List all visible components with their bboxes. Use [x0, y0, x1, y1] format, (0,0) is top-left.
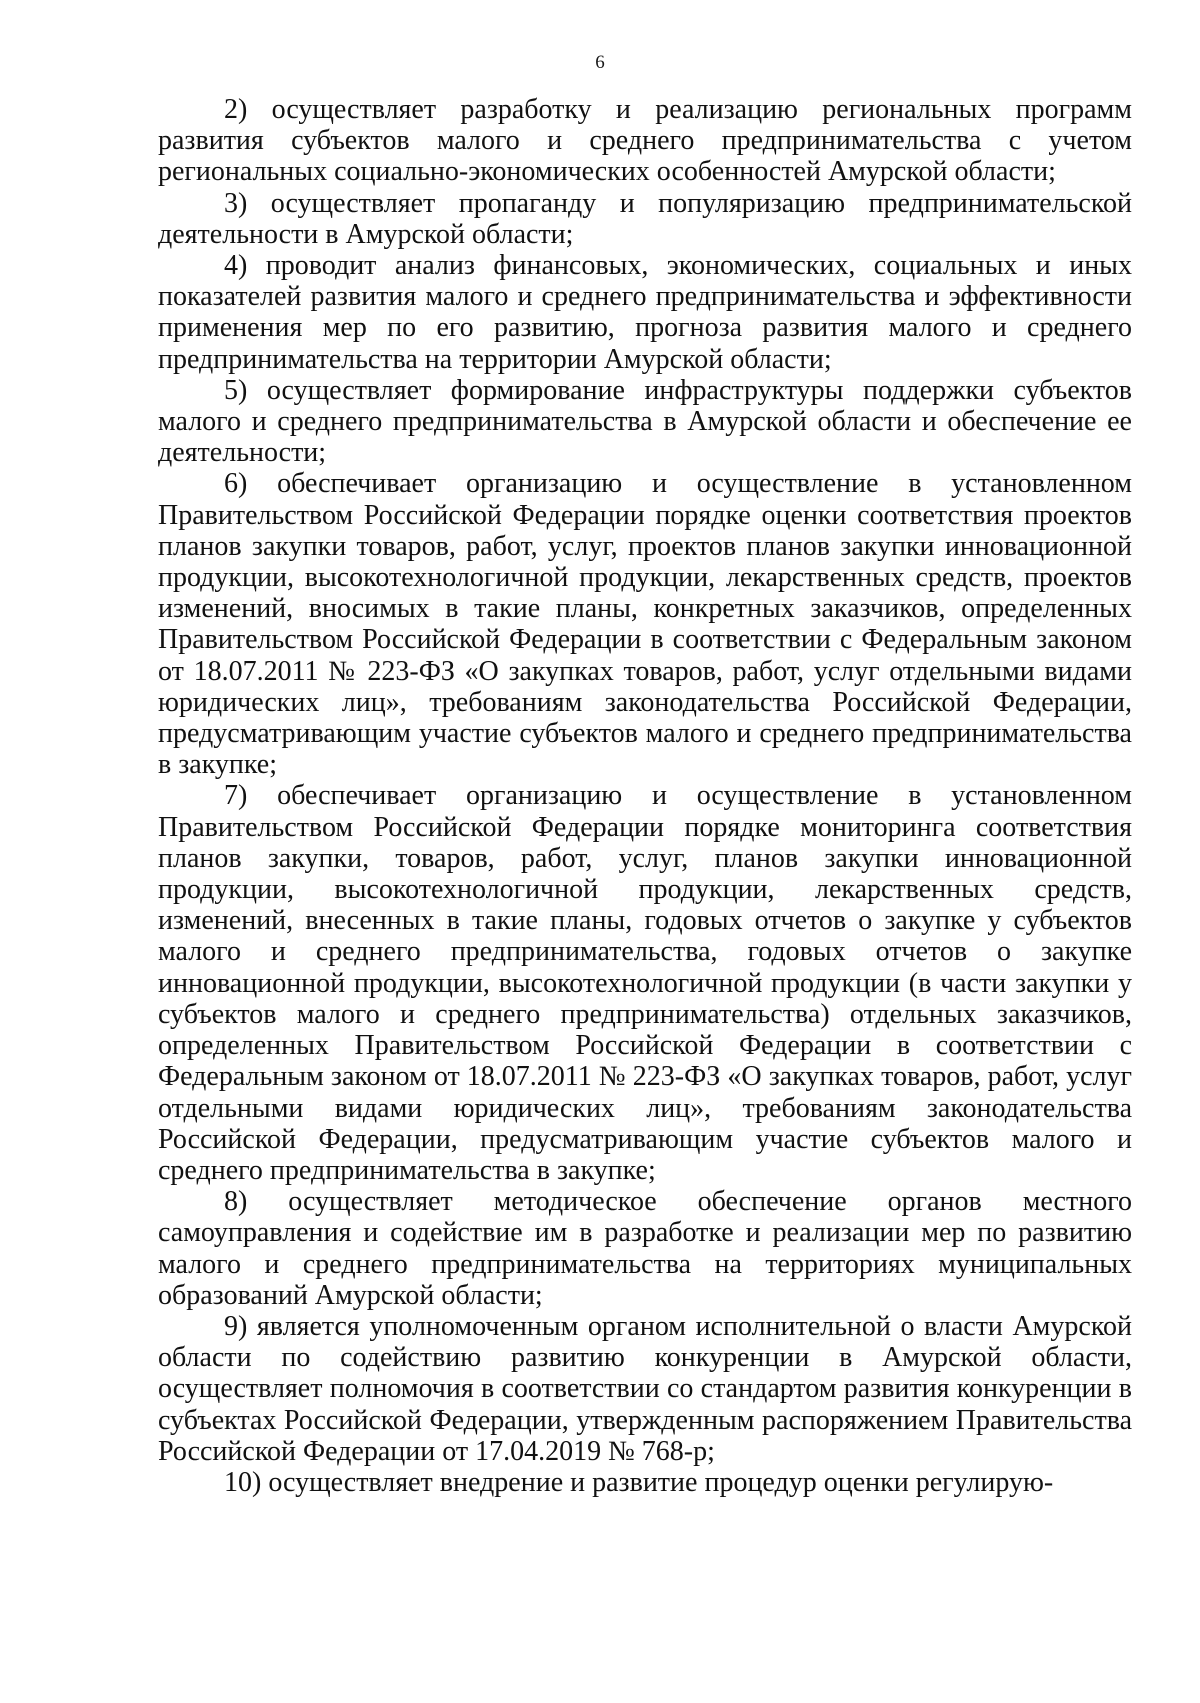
list-item-10: 10) осуществляет внедрение и развитие процедур оценки регулирую- [224, 1466, 1054, 1498]
list-item-2: 2) осуществляет разработку и реализацию региональных программ развития субъектов малого и среднего предпринимательства с учетом региональных социально-экономических особенностей Амурской области; [158, 94, 1132, 188]
list-item-8: 8) осуществляет методическое обеспечение органов местного самоуправления и содействие им в разработке и реализации мер по развитию малого и среднего предпринимательства на территориях муниципальных образований Амурской области; [158, 1186, 1132, 1311]
list-item-6: 6) обеспечивает организацию и осуществление в установленном Правительством Российской Федерации порядке оценки соответствия проектов планов закупки товаров, работ, услуг, проектов планов закупки инновационной продукции, высокотехнологичной продукции, лекарственных средств, проектов изменений, вносимых в такие планы, конкретных заказчиков, определенных Правительством Российской Федерации в соответствии с Федеральным законом от 18.07.2011 № 223-ФЗ «О закупках товаров, работ, услуг отдельными видами юридических лиц», требованиям законодательства Российской Федерации, предусматривающим участие субъектов малого и среднего предпринимательства в закупке; [158, 468, 1132, 781]
list-item-9: 9) является уполномоченным органом исполнительной о власти Амурской области по содействию развитию конкуренции в Амурской области, осуществляет полномочия в соответствии со стандартом развития конкуренции в субъектах Российской Федерации, утвержденным распоряжением Правительства Российской Федерации от 17.04.2019 № 768-р; [158, 1310, 1132, 1467]
list-item-3: 3) осуществляет пропаганду и популяризацию предпринимательской деятельности в Амурской области; [158, 187, 1132, 250]
list-item-7: 7) обеспечивает организацию и осуществление в установленном Правительством Российской Федерации порядке мониторинга соответствия планов закупки, товаров, работ, услуг, планов закупки инновационной продукции, высокотехнологичной продукции, лекарственных средств, изменений, внесенных в такие планы, годовых отчетов о закупке у субъектов малого и среднего предпринимательства, годовых отчетов о закупке инновационной продукции, высокотехнологичной продукции (в части закупки у субъектов малого и среднего предпринимательства) отдельных заказчиков, определенных Правительством Российской Федерации в соответствии с Федеральным законом от 18.07.2011 № 223-ФЗ «О закупках товаров, работ, услуг отдельными видами юридических лиц», требованиям законодательства Российской Федерации, предусматривающим участие субъектов малого и среднего предпринимательства в закупке; [158, 780, 1132, 1186]
list-item-5: 5) осуществляет формирование инфраструктуры поддержки субъектов малого и среднего предпринимательства в Амурской области и обеспечение ее деятельности; [158, 374, 1132, 469]
document-body [158, 94, 1132, 1498]
page-number: 6 [595, 52, 605, 73]
list-item-4: 4) проводит анализ финансовых, экономических, социальных и иных показателей развития малого и среднего предпринимательства и эффективности применения мер по его развитию, прогноза развития малого и среднего предпринимательства на территории Амурской области; [158, 250, 1132, 375]
